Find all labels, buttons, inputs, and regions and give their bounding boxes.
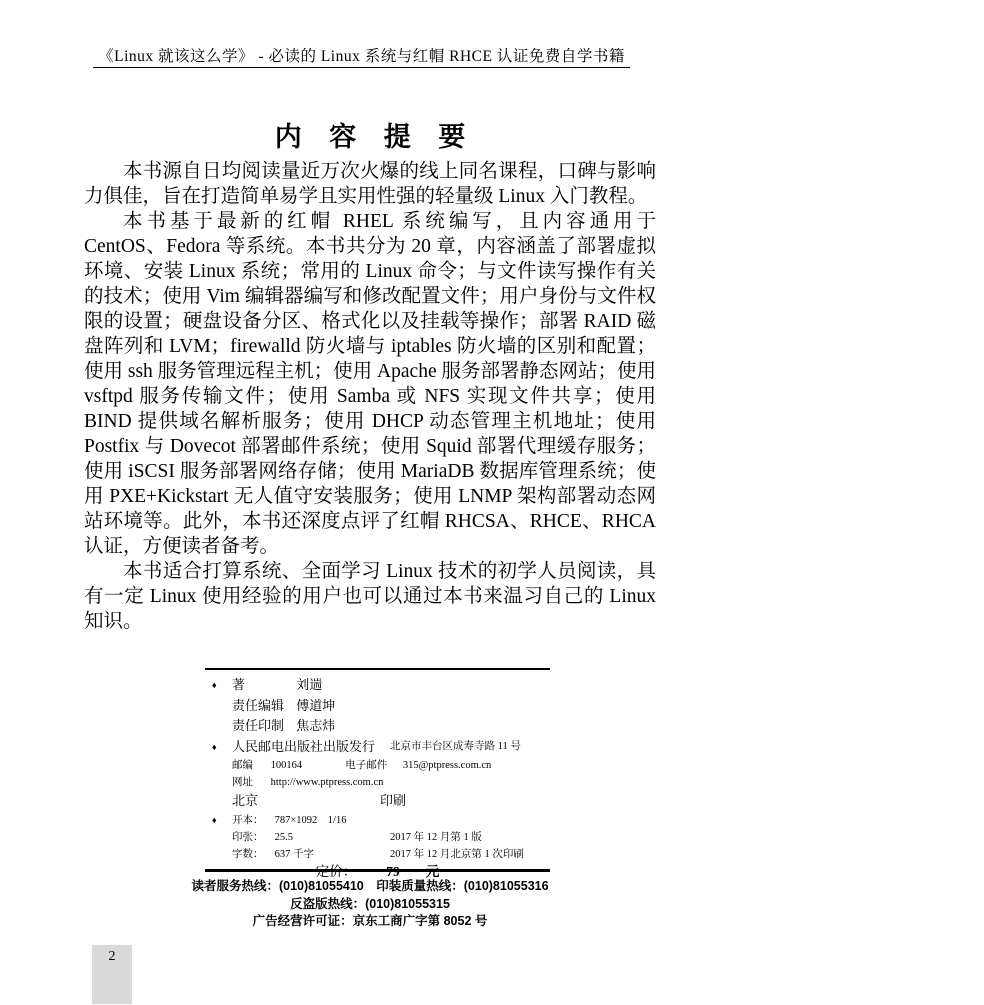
website-value: http://www.ptpress.com.cn [270, 777, 384, 788]
diamond-bullet-icon: ♦ [212, 814, 217, 825]
print-word: 印刷 [380, 793, 407, 808]
format-value: 787×1092 1/16 [274, 814, 347, 826]
abstract-paragraph-3: 本书适合打算系统、全面学习 Linux 技术的初学人员阅读，具有一定 Linux 使用经验的用户也可以通过本书来温习自己的 Linux 知识。 [84, 561, 656, 632]
diamond-bullet-icon: ♦ [212, 741, 217, 752]
printer-label: 责任印制 [232, 718, 285, 733]
page-number-tab [92, 945, 132, 1004]
price-line [205, 860, 550, 880]
reader-service-hotline: 读者服务热线：(010)81055410 印装质量热线：(010)81055316 [191, 879, 549, 893]
editor-label: 责任编辑 [232, 697, 285, 713]
colophon-author-row [205, 675, 550, 696]
abstract-paragraph-1: 本书源自日均阅读量近万次火爆的线上同名课程，口碑与影响力俱佳，旨在打造简单易学且实用性强的轻量级 Linux 入门教程。 [84, 161, 656, 207]
author-label: 著 [232, 677, 246, 692]
editor-name: 傅道坤 [296, 697, 336, 713]
printing-info: 2017 年 12 月北京第 1 次印刷 [390, 848, 524, 860]
sheets-value: 25.5 [274, 831, 293, 843]
abstract-body [84, 159, 656, 634]
edition-info: 2017 年 12 月第 1 版 [390, 831, 482, 843]
publisher-name: 人民邮电出版社出版发行 [232, 738, 376, 754]
print-city: 北京 [232, 793, 259, 808]
colophon-postcode-row [205, 757, 550, 774]
sheets-label: 印张： [232, 831, 264, 843]
hotline-block [84, 878, 656, 931]
price-value: 79 [386, 864, 400, 879]
colophon-box [205, 668, 550, 872]
website-label: 网址 [232, 777, 253, 788]
printer-name: 焦志炜 [296, 718, 336, 733]
diamond-bullet-icon: ♦ [212, 680, 217, 690]
words-label: 字数： [232, 848, 264, 860]
colophon-sheets-row [205, 829, 550, 846]
email-value: 315@ptpress.com.cn [402, 760, 492, 771]
words-value: 637 千字 [274, 848, 314, 860]
colophon-printer-row [205, 716, 550, 737]
price-unit: 元 [425, 864, 440, 879]
running-header: 《Linux 就该这么学》 - 必读的 Linux 系统与红帽 RHCE 认证免费自学书籍 [98, 48, 625, 65]
page-number: 2 [108, 949, 116, 964]
author-name: 刘遄 [296, 677, 323, 692]
postcode-value: 100164 [270, 760, 303, 771]
email-label: 电子邮件 [345, 760, 388, 771]
price-label: 定价： [315, 864, 357, 879]
colophon-editor-row [205, 696, 550, 717]
publisher-address: 北京市丰台区成寿寺路 11 号 [390, 740, 521, 752]
ad-license-line: 广告经营许可证：京东工商广字第 8052 号 [252, 914, 488, 928]
anti-piracy-hotline: 反盗版热线：(010)81055315 [290, 896, 450, 911]
colophon-format-row [205, 812, 550, 829]
page-title: 内 容 提 要 [274, 122, 476, 152]
colophon-publisher-row [205, 737, 550, 758]
format-label: 开本： [232, 814, 264, 826]
postcode-label: 邮编 [232, 760, 253, 771]
colophon-website-row [205, 774, 550, 791]
header-rule [93, 67, 630, 68]
colophon-city-row [205, 791, 550, 812]
abstract-paragraph-2: 本书基于最新的红帽 RHEL 系统编写，且内容通用于 CentOS、Fedora 等系统。本书共分为 20 章，内容涵盖了部署虚拟环境、安装 Linux 系统；常用的 Linux 命令；与文件读写操作有关的技术；使用 Vim 编辑器编写和修改配置文件；用户身份与文件权限的设置；硬盘设备分区、格式化以及挂载等操作；部署 RAID 磁盘阵列和 LVM；firewalld 防火墙与 iptables 防火墙的区别和配置；使用 ssh 服务管理远程主机；使用 Apache 服务部署静态网站；使用 vsftpd 服务传输文件；使用 Samba 或 NFS 实现文件共享；使用 BIND 提供域名解析服务；使用 DHCP 动态管理主机地址；使用 Postfix 与 Dovecot 部署邮件系统；使用 Squid 部署代理缓存服务；使用 iSCSI 服务部署网络存储；使用 MariaDB 数据库管理系统；使用 PXE+Kickstart 无人值守安装服务；使用 LNMP 架构部署动态网站环境等。此外，本书还深度点评了红帽 RHCSA、RHCE、RHCA 认证，方便读者备考。 [84, 211, 656, 557]
